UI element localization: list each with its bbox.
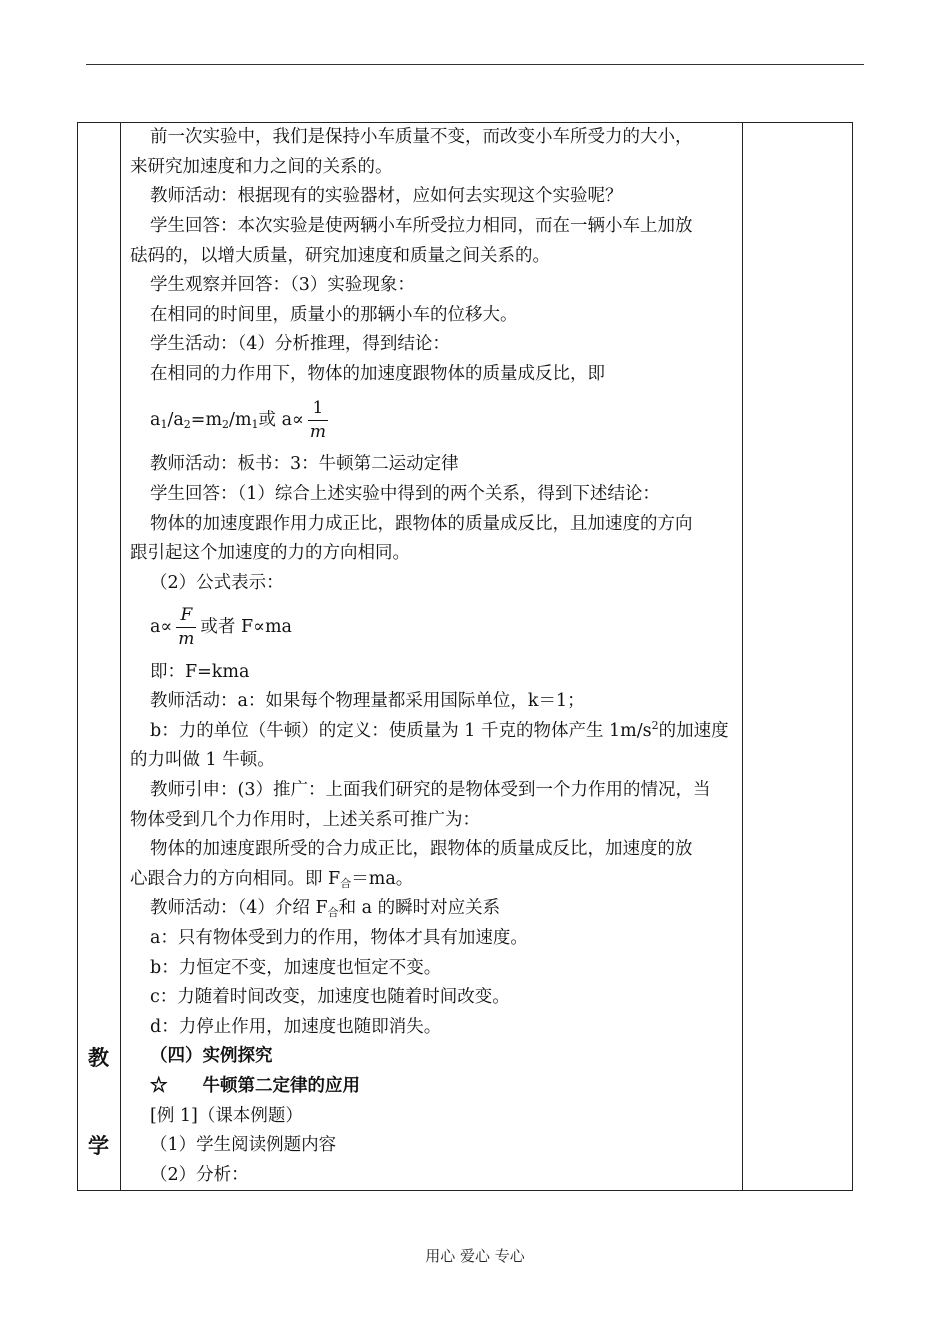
fraction-one-over-m: $\frac{1}{m}$ [309, 398, 327, 442]
text-line: 跟引起这个加速度的力的方向相同。 [130, 543, 410, 563]
text-line: 教师活动：a：如果每个物理量都采用国际单位，k＝1； [150, 691, 585, 711]
page-footer: 用心 爱心 专心 [425, 1247, 525, 1265]
section-heading: （四）实例探究 [150, 1046, 273, 1066]
text-line: （2）分析： [150, 1165, 249, 1185]
text-line: c：力随着时间改变，加速度也随着时间改变。 [150, 987, 510, 1007]
text-line: 在相同的时间里，质量小的那辆小车的位移大。 [150, 305, 518, 325]
text-line: 物体受到几个力作用时，上述关系可推广为： [130, 810, 480, 830]
unit-definition-line: b：力的单位（牛顿）的定义：使质量为 1 千克的物体产生 $1m/s^2$的加速度 [150, 719, 729, 741]
text-line: 学生活动：（4）分析推理，得到结论： [150, 334, 450, 354]
text-line: 前一次实验中，我们是保持小车质量不变，而改变小车所受力的大小， [150, 127, 693, 147]
text-line: 来研究加速度和力之间的关系的。 [130, 157, 393, 177]
column-divider-right [742, 123, 743, 1190]
text-line: 教师活动：根据现有的实验器材，应如何去实现这个实验呢？ [150, 186, 623, 206]
text-line: 砝码的，以增大质量，研究加速度和质量之间关系的。 [130, 246, 550, 266]
text-line: 的力叫做 1 牛顿。 [130, 750, 275, 770]
text-line: d：力停止作用，加速度也随即消失。 [150, 1017, 442, 1037]
text-line: b：力恒定不变，加速度也恒定不变。 [150, 958, 442, 978]
text-line: 教师活动：板书：3：牛顿第二运动定律 [150, 454, 459, 474]
text-line: [例 1]（课本例题） [150, 1106, 303, 1126]
side-label-learn: 学 [88, 1133, 109, 1158]
text-line: （2）公式表示： [150, 573, 284, 593]
text-line: a：只有物体受到力的作用，物体才具有加速度。 [150, 928, 528, 948]
text-line: 学生回答：本次实验是使两辆小车所受拉力相同，而在一辆小车上加放 [150, 216, 693, 236]
header-rule [86, 64, 864, 65]
text-line: 物体的加速度跟所受的合力成正比，跟物体的质量成反比，加速度的放 [150, 839, 693, 859]
text-line: 物体的加速度跟作用力成正比，跟物体的质量成反比，且加速度的方向 [150, 514, 693, 534]
text-line: 在相同的力作用下，物体的加速度跟物体的质量成反比，即 [150, 364, 605, 384]
text-line: （1）学生阅读例题内容 [150, 1135, 337, 1155]
text-line: 教师引申：(3）推广：上面我们研究的是物体受到一个力作用的情况，当 [150, 780, 711, 800]
subsection-heading: ☆ 牛顿第二定律的应用 [150, 1076, 360, 1096]
instantaneous-line: 教师活动：（4）介绍 F合和 a 的瞬时对应关系 [150, 898, 501, 919]
text-line: 学生观察并回答：（3）实验现象： [150, 275, 415, 295]
fraction-f-over-m: $\frac{F}{m}$ [178, 605, 195, 649]
text-line: 即：F=kma [150, 662, 250, 682]
formula-newton-second: a∝ $\frac{F}{m}$ 或者 F∝ma [150, 605, 292, 649]
formula-mass-ratio: a1/a2=m2/m1或 a∝ $\frac{1}{m}$ [150, 398, 327, 442]
side-label-teach: 教 [88, 1045, 109, 1070]
text-line: 学生回答：（1）综合上述实验中得到的两个关系，得到下述结论： [150, 484, 660, 504]
net-force-line: 心跟合力的方向相同。即 F合＝ma。 [130, 869, 414, 890]
content-cell [120, 122, 740, 1191]
